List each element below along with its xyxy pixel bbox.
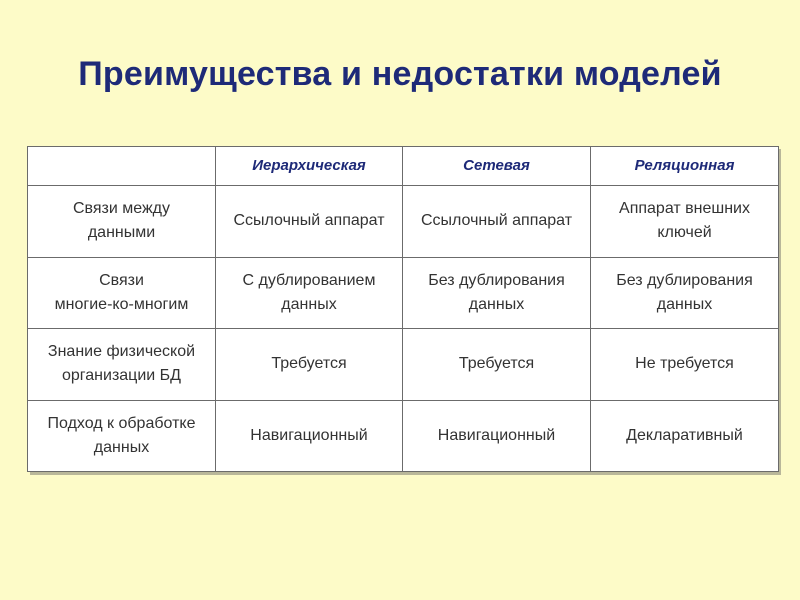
cell-text: Требуется xyxy=(458,355,535,373)
table-row-relations xyxy=(28,186,779,258)
slide-title: Преимущества и недостатки моделей xyxy=(78,55,722,93)
table-cell xyxy=(216,257,403,329)
row-label xyxy=(28,329,216,401)
row-label-text: Знание физической организации БД xyxy=(47,343,196,385)
cell-text: Навигационный xyxy=(437,426,556,444)
row-label-text: Подход к обработке данных xyxy=(47,414,196,456)
table-cell xyxy=(591,329,779,401)
header-hierarchical: Иерархическая xyxy=(216,147,403,186)
table-cell xyxy=(591,400,779,472)
table-cell xyxy=(591,186,779,258)
table-cell xyxy=(591,257,779,329)
row-label-text: Связи многие-ко-многим xyxy=(54,271,189,313)
comparison-table-container xyxy=(27,146,778,472)
row-label xyxy=(28,257,216,329)
table-cell xyxy=(216,186,403,258)
table-cell xyxy=(403,329,591,401)
cell-text: Без дублирования данных xyxy=(428,271,565,313)
cell-text: Аппарат внешних ключей xyxy=(619,200,750,242)
table-row-processing-approach xyxy=(28,400,779,472)
table-cell xyxy=(403,186,591,258)
cell-text: Требуется xyxy=(271,355,347,373)
header-relational: Реляционная xyxy=(591,147,779,186)
table-header-row xyxy=(28,147,779,186)
table-cell xyxy=(403,257,591,329)
comparison-table xyxy=(27,146,779,472)
cell-text: Декларативный xyxy=(626,426,743,444)
header-network: Сетевая xyxy=(403,147,591,186)
cell-text: Ссылочный аппарат xyxy=(420,212,573,230)
cell-text: Не требуется xyxy=(635,355,734,373)
table-row-many-to-many xyxy=(28,257,779,329)
table-cell xyxy=(403,400,591,472)
header-corner-cell xyxy=(28,147,216,186)
row-label-text: Связи между данными xyxy=(72,200,170,242)
table-cell xyxy=(216,400,403,472)
row-label xyxy=(28,400,216,472)
cell-text: Ссылочный аппарат xyxy=(233,212,385,230)
row-label xyxy=(28,186,216,258)
cell-text: Навигационный xyxy=(250,426,368,444)
cell-text: Без дублирования данных xyxy=(616,271,753,313)
cell-text: С дублированием данных xyxy=(242,271,376,313)
table-cell xyxy=(216,329,403,401)
table-row-physical-knowledge xyxy=(28,329,779,401)
